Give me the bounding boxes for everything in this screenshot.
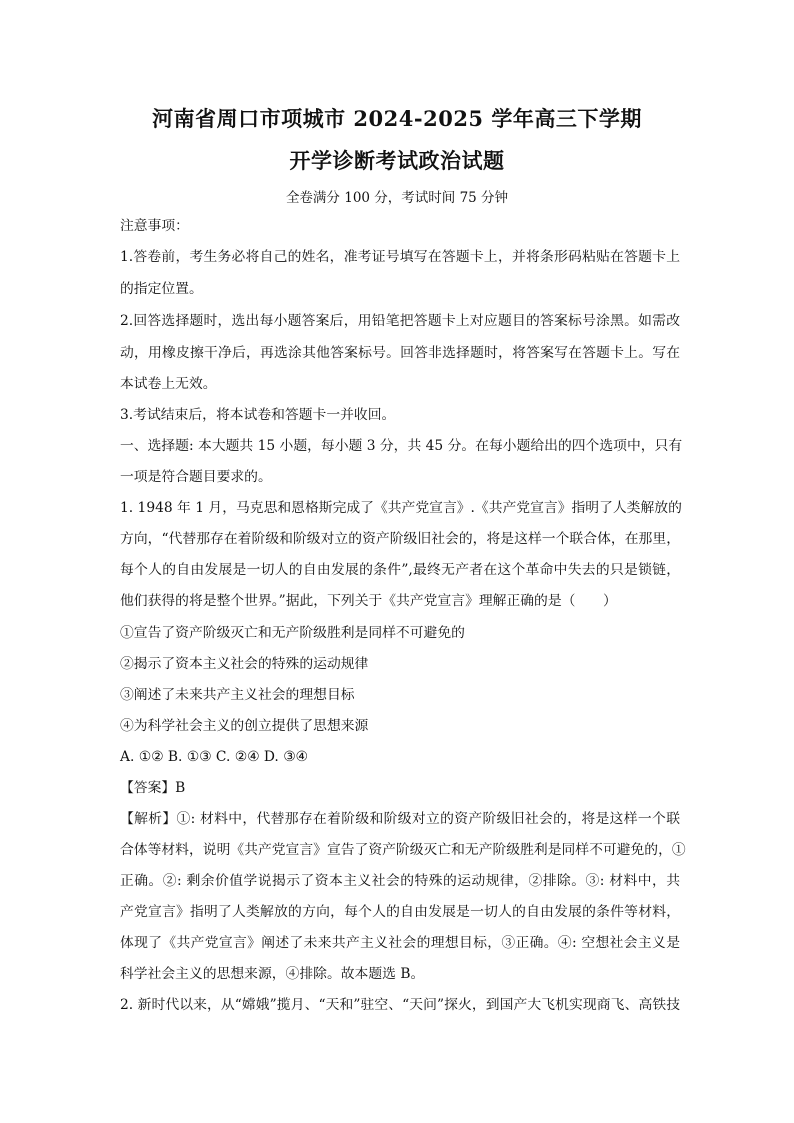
- q1-stem-line-2: 方向，“代替那存在着阶级和阶级对立的资产阶级旧社会的，将是这样一个联合体，在那里，: [120, 531, 680, 547]
- q1-stem-line-4: 他们获得的将是整个世界。”据此，下列关于《共产党宣言》理解正确的是（ ）: [120, 593, 617, 609]
- notice-item-3: 3.考试结束后，将本试卷和答题卡一并收回。: [120, 407, 396, 423]
- exam-title-line-2: 开学诊断考试政治试题: [289, 148, 505, 173]
- q1-option-2: ②揭示了资本主义社会的特殊的运动规律: [120, 656, 369, 672]
- q1-option-4: ④为科学社会主义的创立提供了思想来源: [120, 718, 369, 734]
- q1-analysis-line-2: 合体等材料，说明《共产党宣言》宣告了资产阶级灭亡和无产阶级胜利是同样不可避免的，①: [120, 842, 686, 858]
- notice-heading: 注意事项：: [120, 218, 189, 234]
- q1-choices: A. ①② B. ①③ C. ②④ D. ③④: [120, 749, 308, 765]
- section-1-heading-line-2: 一项是符合题目要求的。: [120, 469, 272, 485]
- q1-answer: 【答案】B: [120, 780, 186, 796]
- notice-item-2-line-3: 本试卷上无效。: [120, 376, 217, 392]
- q1-analysis-line-4: 产党宣言》指明了人类解放的方向，每个人的自由发展是一切人的自由发展的条件等材料，: [120, 904, 680, 920]
- q1-stem-line-3: 每个人的自由发展是一切人的自由发展的条件”,最终无产者在这个革命中失去的只是锁链，: [120, 562, 680, 578]
- q1-analysis-line-3: 正确。②: 剩余价值学说揭示了资本主义社会的特殊的运动规律，②排除。③: 材料中，共: [120, 873, 680, 889]
- exam-title-line-1: 河南省周口市项城市 2024-2025 学年高三下学期: [152, 106, 642, 131]
- q1-analysis-line-5: 体现了《共产党宣言》阐述了未来共产主义社会的理想目标，③正确。④: 空想社会主义是: [120, 935, 680, 951]
- q1-analysis-line-1: 【解析】①: 材料中，代替那存在着阶级和阶级对立的资产阶级旧社会的，将是这样一个联: [120, 811, 680, 827]
- q1-option-1: ①宣告了资产阶级灭亡和无产阶级胜利是同样不可避免的: [120, 625, 465, 641]
- notice-item-2-line-1: 2.回答选择题时，选出每小题答案后，用铅笔把答题卡上对应题目的答案标号涂黑。如需改: [120, 313, 680, 329]
- q2-stem-line-1: 2. 新时代以来，从“嫦娥”揽月、“天和”驻空、“天问”探火，到国产大飞机实现商飞、高铁技: [120, 997, 680, 1013]
- q1-option-3: ③阐述了未来共产主义社会的理想目标: [120, 687, 355, 703]
- notice-item-1-line-2: 的指定位置。: [120, 281, 203, 297]
- exam-subtitle: 全卷满分 100 分，考试时间 75 分钟: [285, 190, 509, 206]
- q1-analysis-line-6: 科学社会主义的思想来源，④排除。故本题选 B。: [120, 966, 425, 982]
- section-1-heading-line-1: 一、选择题: 本大题共 15 小题，每小题 3 分，共 45 分。在每小题给出的四个选项中，只有: [120, 438, 683, 454]
- notice-item-1-line-1: 1.答卷前，考生务必将自己的姓名，准考证号填写在答题卡上，并将条形码粘贴在答题卡上: [120, 249, 680, 265]
- q1-stem-line-1: 1. 1948 年 1 月，马克思和恩格斯完成了《共产党宣言》.《共产党宣言》指明了人类解放的: [120, 500, 682, 516]
- notice-item-2-line-2: 动，用橡皮擦干净后，再选涂其他答案标号。回答非选择题时，将答案写在答题卡上。写在: [120, 345, 680, 361]
